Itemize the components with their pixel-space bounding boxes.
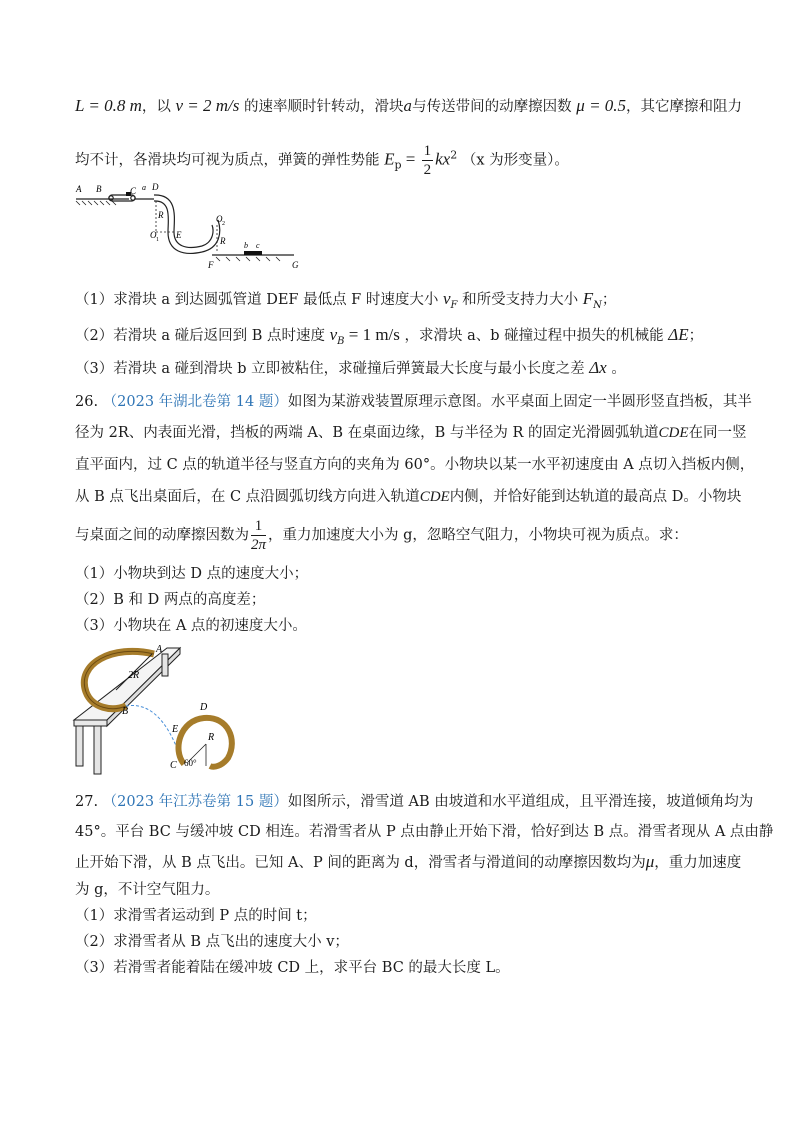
source-link[interactable]: （2023 年江苏卷第 15 题） — [102, 794, 288, 810]
fig-label-2R: 2R — [128, 670, 140, 681]
half-fraction — [422, 142, 434, 179]
fig-label-c: c — [256, 241, 260, 250]
den: 2π — [251, 537, 267, 553]
p27-question-1 — [75, 906, 317, 926]
text: 。 — [611, 361, 626, 377]
fig-label-O2: O — [216, 214, 223, 224]
hatch-1 — [76, 201, 116, 205]
p27-line-3 — [75, 852, 741, 873]
text: 在同一竖 — [688, 425, 747, 441]
text: （3）小物块在 A 点的初速度大小。 — [75, 618, 307, 634]
fig-label-B: B — [122, 706, 129, 717]
p27-question-3 — [75, 958, 510, 978]
delta-e: ΔE — [668, 325, 689, 344]
table-leg-2 — [76, 726, 83, 766]
text: 径为 2R、内表面光滑，挡板的两端 A、B 在桌面边缘，B 与半径为 R 的固定光滑圆弧轨道 — [75, 425, 659, 441]
text: （2）B 和 D 两点的高度差； — [75, 592, 266, 608]
ep-sub: p — [394, 158, 402, 172]
p26-line-5 — [75, 517, 688, 554]
fig-label-B: B — [96, 184, 102, 194]
text: 止开始下滑，从 B 点飞出。已知 A、P 间的距离为 d，滑雪者与滑道间的动摩擦因数均为 — [75, 855, 646, 871]
p26-line-4 — [75, 487, 741, 507]
fig-label-R1: R — [158, 210, 164, 220]
text: 为 g，不计空气阻力。 — [75, 882, 220, 898]
table-leg-3 — [162, 654, 168, 676]
hatch-2 — [216, 257, 280, 261]
table-front — [74, 720, 107, 726]
p25-question-1 — [75, 289, 616, 316]
fig-label-a: a — [142, 183, 146, 192]
p27-line-1 — [75, 792, 753, 812]
p25-question-3 — [75, 358, 626, 379]
equals: = — [401, 149, 420, 169]
pipe-2-inner — [202, 220, 220, 252]
source-link[interactable]: （2023 年湖北卷第 14 题） — [102, 394, 288, 410]
text: ； — [688, 328, 704, 344]
p26-question-1 — [75, 564, 308, 584]
block-b — [244, 251, 262, 255]
text: ，重力加速度大小为 g，忽略空气阻力，小物块可视为质点。求： — [268, 527, 688, 544]
fig-label-E: E — [176, 230, 182, 240]
p26-line-1 — [75, 392, 752, 412]
text: a — [403, 99, 413, 115]
pipe-inner — [154, 201, 202, 253]
fig-label-D: D — [200, 702, 208, 713]
fig-label-R: R — [208, 732, 215, 743]
figure-track-diagram — [74, 180, 314, 275]
text: 与桌面之间的动摩擦因数为 — [75, 527, 249, 544]
text: （1）小物块到达 D 点的速度大小； — [75, 566, 309, 582]
text: 和所受支持力大小 — [462, 292, 579, 308]
text: 如图所示，滑雪道 AB 由坡道和水平道组成，且平滑连接，坡道倾角均为 — [287, 794, 754, 810]
fig-label-b: b — [244, 241, 248, 250]
text: ，求滑块 a、b 碰撞过程中损失的机械能 — [404, 328, 664, 344]
fig-label-D: D — [152, 182, 159, 192]
vb: v — [329, 325, 338, 344]
fig-label-C: C — [130, 186, 137, 196]
fig-label-G: G — [292, 260, 299, 270]
p27-question-2 — [75, 932, 349, 952]
vf-sub: F — [450, 299, 458, 311]
text: ，以 — [141, 99, 171, 115]
arc-cde: CDE — [658, 425, 689, 441]
text: （1）求滑雪者运动到 P 点的时间 t； — [75, 908, 317, 924]
friction-fraction — [251, 517, 266, 554]
problem-number: 27. — [75, 794, 99, 810]
text: 从 B 点飞出桌面后，在 C 点沿圆弧切线方向进入轨道 — [75, 489, 420, 505]
p25-question-2 — [75, 325, 703, 352]
friction-mu: μ = 0.5 — [576, 96, 627, 115]
fig-label-A: A — [76, 184, 82, 194]
p26-line-3 — [75, 455, 754, 475]
text: （2）求滑雪者从 B 点飞出的速度大小 v； — [75, 934, 349, 950]
text: （3）若滑雪者能着陆在缓冲坡 CD 上，求平台 BC 的最大长度 L。 — [75, 960, 510, 976]
text: （3）若滑块 a 碰到滑块 b 立即被粘住，求碰撞后弹簧最大长度与最小长度之差 — [75, 361, 585, 377]
vf: v — [442, 289, 451, 308]
p25-line-1 — [75, 96, 742, 117]
num: 1 — [423, 143, 432, 159]
fig-label-E: E — [172, 724, 179, 735]
fn: F — [582, 289, 594, 308]
fn-sub: N — [593, 299, 602, 311]
text: （x 为形变量）。 — [461, 152, 569, 169]
num: 1 — [251, 517, 266, 536]
pipe-2-outer — [202, 225, 213, 246]
ep-symbol: E — [384, 149, 395, 169]
p25-line-2 — [75, 142, 569, 179]
table-leg-1 — [94, 726, 101, 774]
den: 2 — [423, 162, 432, 178]
fig-label-O: O — [150, 230, 157, 240]
vb-sub: B — [337, 335, 345, 347]
p26-line-2 — [75, 423, 747, 443]
text: ，重力加速度 — [654, 855, 742, 871]
length-L: L = 0.8 m — [75, 96, 142, 115]
p26-question-2 — [75, 590, 265, 610]
vb-val: = 1 m/s — [344, 325, 400, 344]
figure-game-device — [72, 640, 272, 785]
text: ，其它摩擦和阻力 — [626, 99, 743, 115]
fig-label-C: C — [170, 760, 177, 771]
fig-label-R2: R — [220, 236, 226, 246]
velocity-v: v = 2 m/s — [175, 96, 240, 115]
text: 45°。平台 BC 与缓冲坡 CD 相连。若滑雪者从 P 点由静止开始下滑，恰好到达 B 点。滑雪者现从 A 点由静 — [75, 824, 774, 840]
fig-label-F: F — [208, 260, 214, 270]
problem-number: 26. — [75, 394, 99, 410]
mu: μ — [645, 852, 655, 871]
arc-cde: CDE — [419, 489, 450, 505]
text: ； — [601, 292, 617, 308]
kx: kx — [435, 149, 451, 169]
text: 与传送带间的动摩擦因数 — [412, 99, 572, 115]
text: 的速率顺时针转动，滑块 — [244, 99, 404, 115]
text: （1）求滑块 a 到达圆弧管道 DEF 最低点 F 时速度大小 — [75, 292, 439, 308]
text: 均不计，各滑块均可视为质点，弹簧的弹性势能 — [75, 152, 380, 169]
text: 如图为某游戏装置原理示意图。水平桌面上固定一半圆形竖直挡板，其半 — [287, 394, 752, 410]
fig-label-60: 60° — [184, 758, 197, 768]
p27-line-4 — [75, 880, 219, 900]
delta-x: Δx — [589, 358, 607, 377]
text: 直平面内，过 C 点的轨道半径与竖直方向的夹角为 60°。小物块以某一水平初速度由 A 点切入挡板内侧， — [75, 457, 755, 473]
fig-label-A: A — [156, 644, 163, 655]
text: 内侧，并恰好能到达轨道的最高点 D。小物块 — [449, 489, 742, 505]
p27-line-2 — [75, 822, 773, 842]
sup: 2 — [450, 148, 458, 162]
text: （2）若滑块 a 碰后返回到 B 点时速度 — [75, 328, 325, 344]
p26-question-3 — [75, 616, 307, 636]
fig-label-2: 2 — [222, 221, 225, 227]
fig-label-1: 1 — [156, 237, 159, 243]
